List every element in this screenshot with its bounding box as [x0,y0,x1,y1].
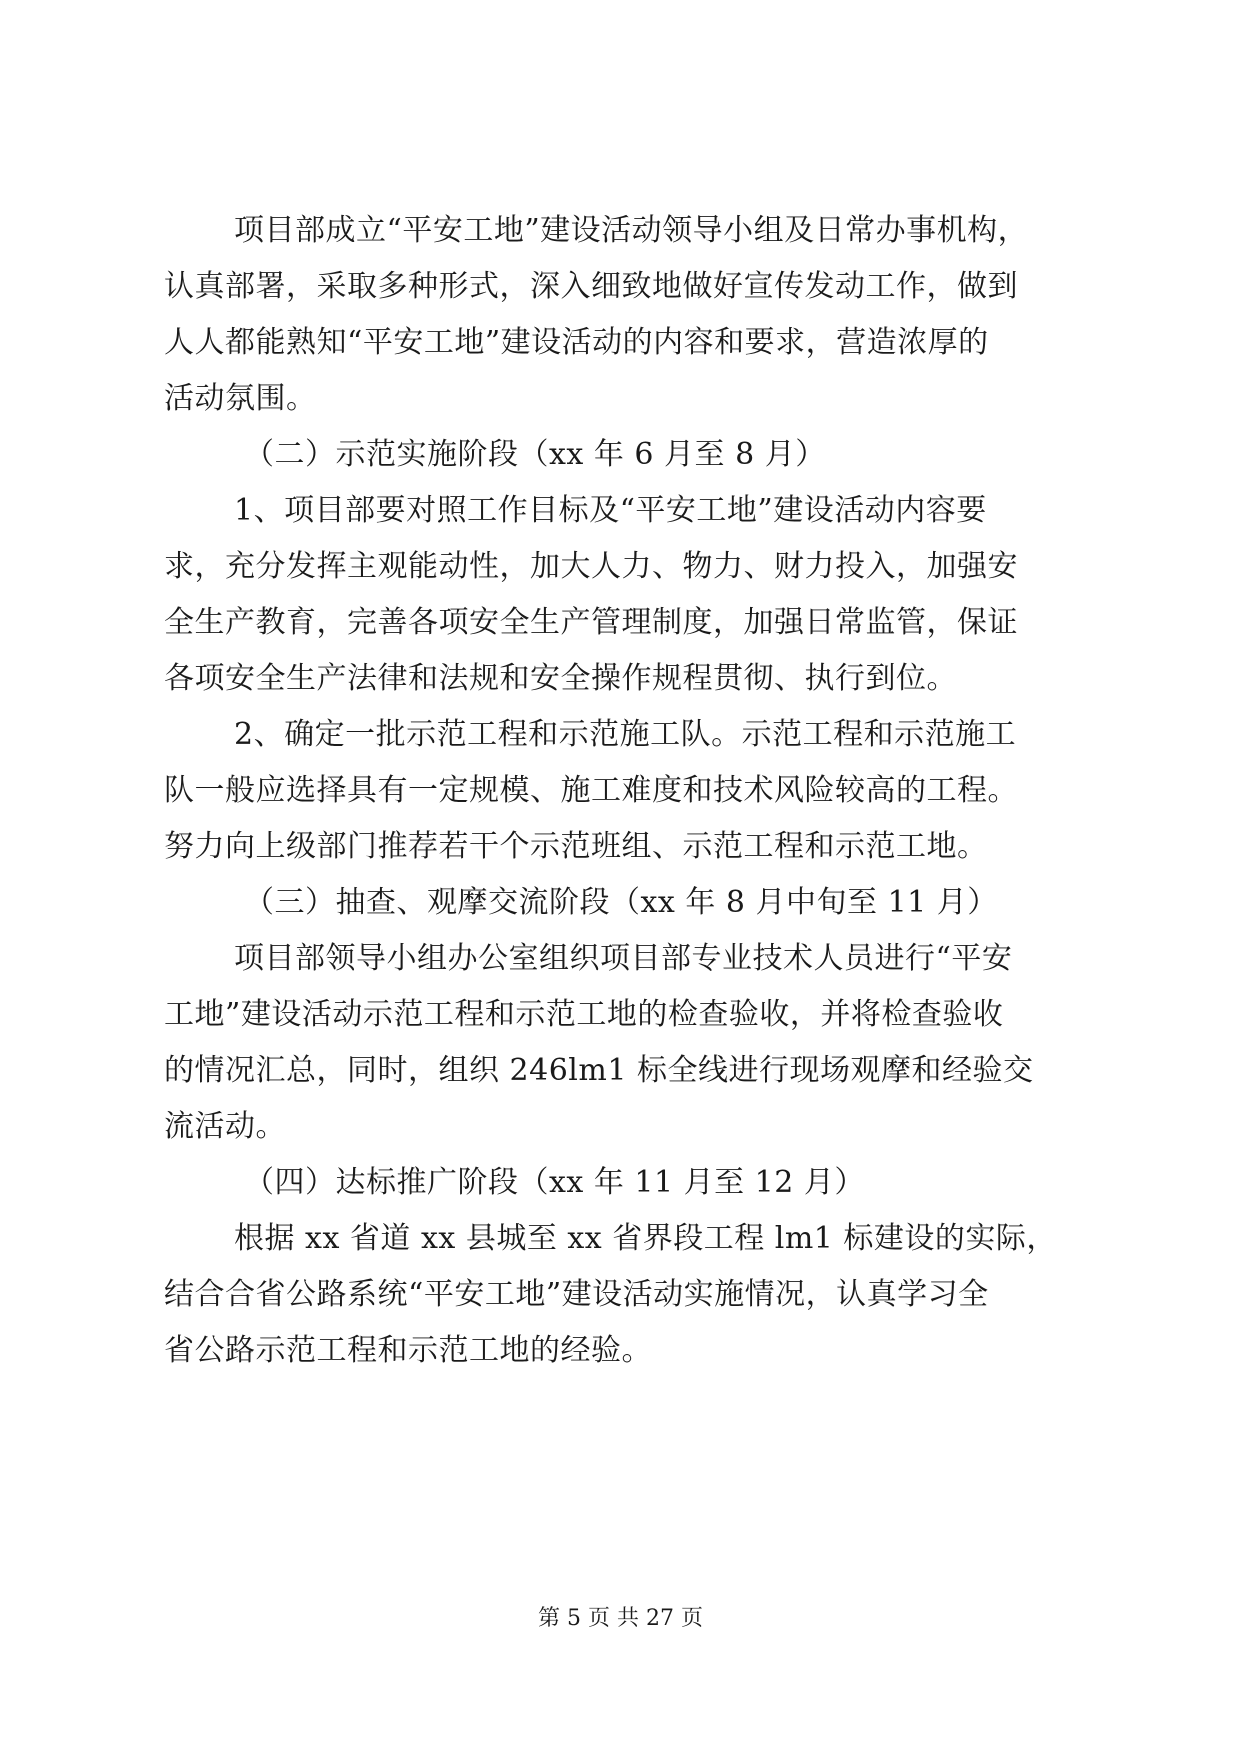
paragraph-4-line-1: 2、确定一批示范工程和示范施工队。示范工程和示范施工 [234,717,1017,752]
paragraph-3-line-4: 各项安全生产法律和法规和安全操作规程贯彻、执行到位。 [164,661,957,696]
paragraph-6-line-4: 流活动。 [164,1109,286,1144]
paragraph-1-line-1: 项目部成立“平安工地”建设活动领导小组及日常办事机构， [234,213,1029,248]
paragraph-6-line-1: 项目部领导小组办公室组织项目部专业技术人员进行“平安 [234,941,1013,976]
paragraph-8-line-3: 省公路示范工程和示范工地的经验。 [164,1333,652,1368]
paragraph-3-line-3: 全生产教育，完善各项安全生产管理制度，加强日常监管，保证 [164,605,1018,640]
paragraph-1-line-3: 人人都能熟知“平安工地”建设活动的内容和要求，营造浓厚的 [164,325,989,360]
paragraph-1-line-2: 认真部署，采取多种形式，深入细致地做好宣传发动工作，做到 [164,269,1018,304]
paragraph-4-line-3: 努力向上级部门推荐若干个示范班组、示范工程和示范工地。 [164,829,988,864]
paragraph-6-line-3: 的情况汇总，同时，组织 246lm1 标全线进行现场观摩和经验交 [164,1053,1034,1088]
paragraph-1-line-4: 活动氛围。 [164,381,317,416]
paragraph-3-line-1: 1、项目部要对照工作目标及“平安工地”建设活动内容要 [234,493,987,528]
paragraph-4-line-2: 队一般应选择具有一定规模、施工难度和技术风险较高的工程。 [164,773,1018,808]
section-heading-4: （四）达标推广阶段（xx 年 11 月至 12 月） [244,1165,865,1200]
section-heading-3: （三）抽查、观摩交流阶段（xx 年 8 月中旬至 11 月） [244,885,998,920]
paragraph-3-line-2: 求，充分发挥主观能动性，加大人力、物力、财力投入，加强安 [164,549,1018,584]
paragraph-8-line-1: 根据 xx 省道 xx 县城至 xx 省界段工程 lm1 标建设的实际， [234,1221,1057,1256]
paragraph-8-line-2: 结合合省公路系统“平安工地”建设活动实施情况，认真学习全 [164,1277,989,1312]
paragraph-6-line-2: 工地”建设活动示范工程和示范工地的检查验收，并将检查验收 [164,997,1004,1032]
section-heading-2: （二）示范实施阶段（xx 年 6 月至 8 月） [244,437,826,472]
page-footer: 第 5 页 共 27 页 [538,1606,703,1631]
